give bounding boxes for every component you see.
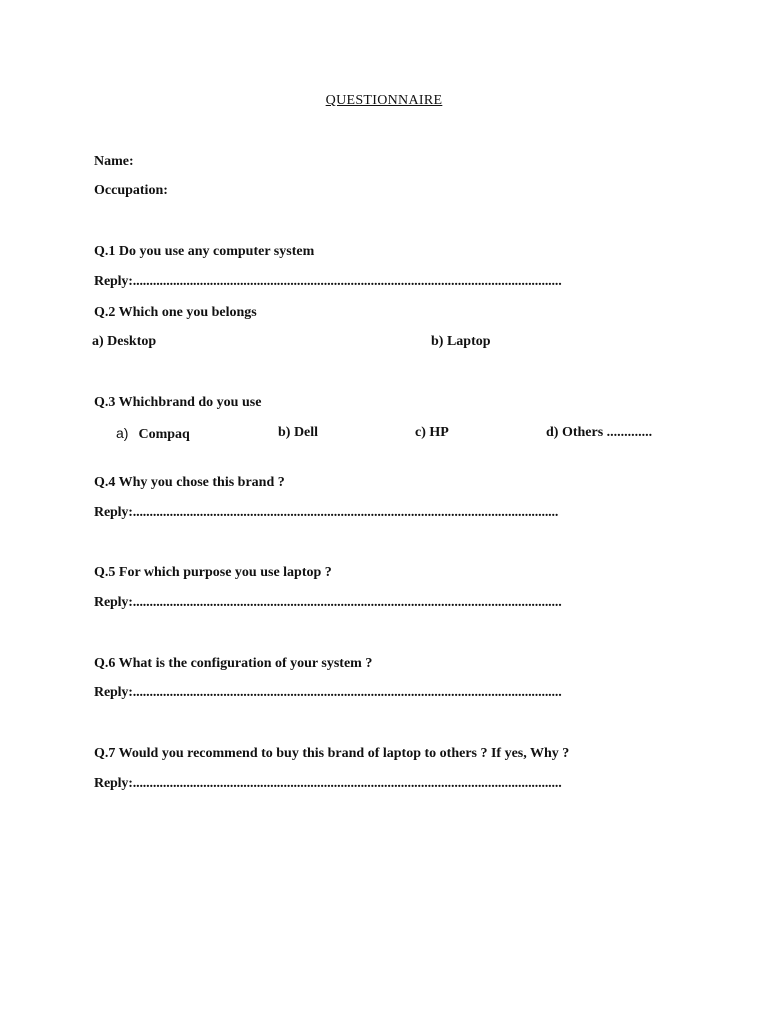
- question-3: Q.3 Whichbrand do you use: [94, 395, 262, 410]
- occupation-field-label: Occupation:: [94, 183, 168, 198]
- reply-line-1: Reply:................................................................................................................................: [94, 274, 562, 289]
- question-7: Q.7 Would you recommend to buy this brand of laptop to others ? If yes, Why ?: [94, 746, 570, 761]
- q2-option-b: b) Laptop: [431, 334, 491, 349]
- reply-line-5: Reply:................................................................................................................................: [94, 595, 562, 610]
- q3-option-a-marker: a): [116, 425, 129, 441]
- q3-option-a-label: Compaq: [138, 427, 190, 442]
- question-5: Q.5 For which purpose you use laptop ?: [94, 565, 332, 580]
- q3-option-a: [116, 424, 190, 444]
- question-4: Q.4 Why you chose this brand ?: [94, 475, 285, 490]
- q3-option-c: c) HP: [415, 425, 449, 440]
- question-1: Q.1 Do you use any computer system: [94, 244, 315, 259]
- question-6: Q.6 What is the configuration of your system ?: [94, 656, 373, 671]
- q3-option-d: d) Others .............: [546, 425, 653, 440]
- document-title-text: QUESTIONNAIRE: [325, 93, 443, 108]
- reply-line-6: Reply:................................................................................................................................: [94, 685, 562, 700]
- q3-option-b: b) Dell: [278, 425, 319, 440]
- name-field-label: Name:: [94, 154, 134, 169]
- reply-line-7: Reply:................................................................................................................................: [94, 776, 562, 791]
- document-title: [0, 92, 768, 110]
- reply-line-4: Reply:...............................................................................................................................: [94, 505, 559, 520]
- q2-option-a: a) Desktop: [92, 334, 157, 349]
- question-2: Q.2 Which one you belongs: [94, 305, 257, 320]
